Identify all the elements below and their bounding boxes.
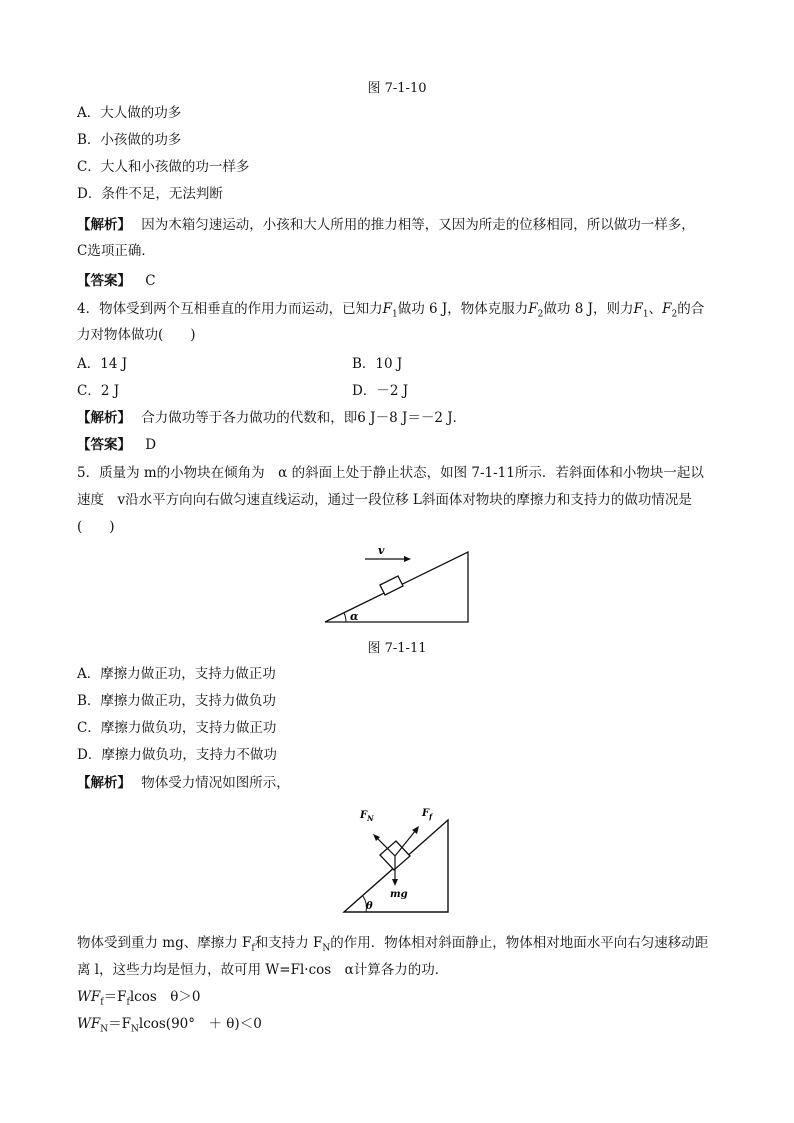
q5-analysis (77, 774, 290, 792)
q3-option-a: A．大人做的功多 (77, 105, 182, 121)
eq-sub: N (131, 1024, 139, 1035)
analysis-text: 因为木箱匀速运动，小孩和大人所用的推力相等，又因为所走的位移相同，所以做功一样多， (141, 217, 695, 233)
q4-answer (77, 436, 156, 454)
eq-symbol: WF (77, 989, 101, 1005)
f2-symbol: F (528, 301, 538, 317)
theta-label: θ (366, 901, 373, 912)
incline-figure-7-1-11 (320, 540, 480, 630)
velocity-label: v (378, 544, 385, 557)
q4-option-b: B．10 J (352, 356, 403, 372)
f2-sub: 2 (671, 309, 678, 320)
f2-sub: 2 (537, 309, 544, 320)
equation-normal-work (77, 1015, 262, 1039)
q3-option-b: B．小孩做的功多 (77, 132, 182, 148)
analysis-tag: 【解析】 (77, 410, 131, 426)
eq-sub: f (126, 997, 130, 1008)
q5-option-a: A．摩擦力做正功，支持力做正功 (77, 666, 276, 682)
eq-text: lcos(90° ＋ θ)＜0 (138, 1016, 262, 1032)
q5-option-b: B．摩擦力做正功，支持力做负功 (77, 693, 276, 709)
eq-text: lcos θ＞0 (129, 989, 201, 1005)
eq-sub: f (100, 997, 104, 1008)
figure-caption-7-1-10: 图 7-1-10 (367, 81, 427, 96)
velocity-arrowhead (404, 556, 411, 562)
f1-sub: 1 (391, 309, 398, 320)
q4-option-a: A．14 J (77, 356, 128, 372)
q4-option-c: C．2 J (77, 383, 120, 399)
f2-symbol: F (662, 301, 672, 317)
q4-stem-text: 4．物体受到两个互相垂直的作用力而运动，已知力 (77, 301, 383, 317)
ff-label: $F_f$ (422, 808, 433, 821)
q4-stem-text: 的合 (677, 301, 705, 317)
eq-text: ＝F (103, 989, 127, 1005)
q4-stem-line2: 力对物体做功( ) (77, 327, 196, 343)
f1-symbol: F (633, 301, 643, 317)
block-square (380, 576, 403, 595)
q3-option-c: C．大人和小孩做的功一样多 (77, 159, 250, 175)
q5-option-c: C．摩擦力做负功，支持力做正功 (77, 720, 277, 736)
body-text: 和支持力 F (254, 935, 323, 951)
fn-label: $F_N$ (360, 810, 374, 823)
eq-symbol: WF (77, 1016, 101, 1032)
answer-value: D (145, 437, 157, 453)
eq-text: ＝F (108, 1016, 131, 1032)
q4-stem-line1 (77, 300, 704, 324)
q5-stem-line3: ( ) (77, 519, 115, 535)
q5-body-line1 (77, 934, 708, 958)
gravity-arrowhead (392, 879, 398, 886)
body-text: 物体受到重力 mg、摩擦力 F (77, 935, 252, 951)
analysis-tag: 【解析】 (77, 217, 131, 233)
figure-caption-7-1-11: 图 7-1-11 (367, 641, 427, 656)
q3-analysis (77, 216, 695, 234)
analysis-tag: 【解析】 (77, 775, 131, 791)
body-sub: f (251, 943, 255, 954)
body-sub: N (322, 943, 331, 954)
q5-option-d: D．摩擦力做负功，支持力不做功 (77, 747, 277, 763)
analysis-text: 物体受力情况如图所示， (141, 775, 290, 791)
q4-analysis (77, 409, 466, 427)
answer-tag: 【答案】 (77, 437, 131, 453)
q5-stem-line2: 速度 v沿水平方向向右做匀速直线运动，通过一段位移 L斜面体对物块的摩擦力和支持力的做功情况是 (77, 492, 692, 508)
q4-stem-text: 做功 8 J，则力 (543, 301, 634, 317)
q3-option-d: D．条件不足，无法判断 (77, 186, 223, 202)
q4-option-d: D．－2 J (352, 383, 409, 399)
q5-body-line2: 离 l，这些力均是恒力，故可用 W=Fl·cos α计算各力的功． (77, 962, 449, 978)
alpha-arc (344, 613, 346, 622)
force-diagram (336, 800, 456, 918)
equation-friction-work (77, 988, 200, 1012)
eq-sub: N (100, 1024, 109, 1035)
alpha-label: α (350, 610, 359, 623)
q5-stem-line1: 5．质量为 m的小物块在倾角为 α 的斜面上处于静止状态，如图 7-1-11所示．若斜面体和小物块一起以 (77, 465, 704, 481)
answer-value: C (145, 273, 156, 289)
q3-answer (77, 272, 156, 290)
answer-tag: 【答案】 (77, 273, 131, 289)
f1-symbol: F (382, 301, 392, 317)
q3-analysis-line2: C选项正确． (77, 243, 155, 259)
mg-label: mg (390, 889, 408, 900)
f1-sub: 1 (642, 309, 649, 320)
body-text: 的作用．物体相对斜面静止，物体相对地面水平向右匀速移动距 (330, 935, 709, 951)
q4-stem-text: 、 (648, 301, 663, 317)
analysis-text: 合力做功等于各力做功的代数和，即6 J－8 J＝－2 J． (141, 410, 467, 426)
q4-stem-text: 做功 6 J，物体克服力 (397, 301, 529, 317)
